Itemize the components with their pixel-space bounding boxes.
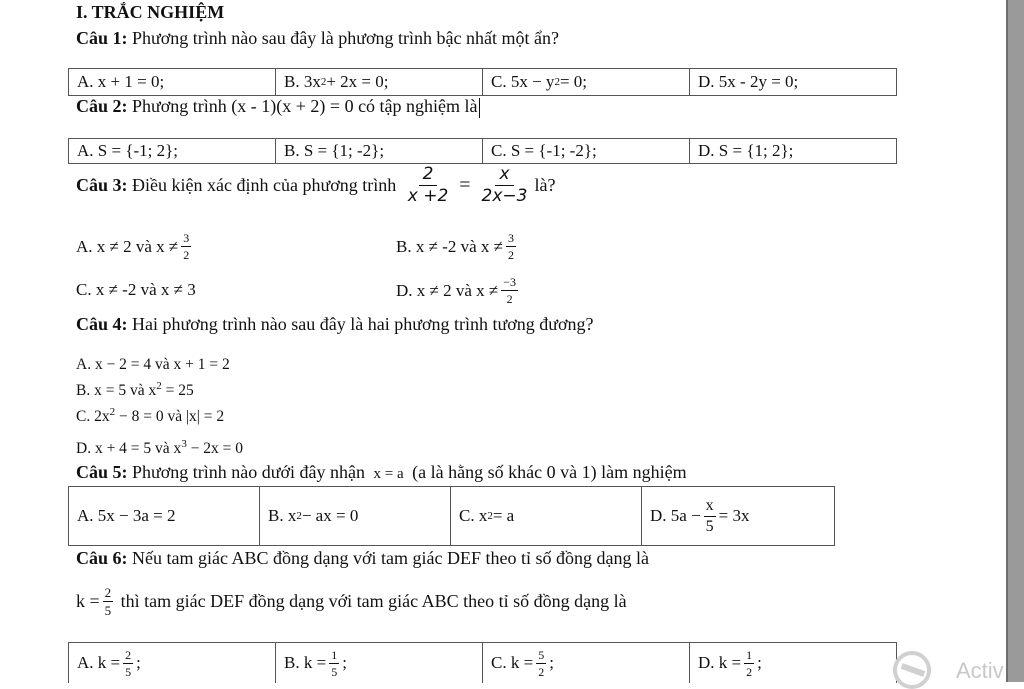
question-1-label: Câu 1: [76,28,128,48]
q1-option-a[interactable]: A. x + 1 = 0; [69,69,276,95]
question-2-text: Phương trình (x - 1)(x + 2) = 0 có tập nghiệm là [132,96,478,116]
q3-fraction-left: $\frac{2}{x +2}$ [407,164,449,206]
question-5 [76,462,687,483]
q1-option-d[interactable]: D. 5x - 2y = 0; [698,72,799,91]
activation-watermark-text: Activ [956,658,1004,683]
q3-equals: = [459,174,471,196]
q6-option-d[interactable]: D. k = $\frac{1}{2}$ ; [698,647,762,679]
q5-option-d[interactable]: D. 5a − $\frac{x}{5}$ = 3x [650,496,750,535]
question-5-math: x = a [373,466,404,482]
q2-option-d[interactable]: D. S = {1; 2}; [698,141,794,160]
q1-option-c[interactable]: C. 5x − y 2 = 0; [483,69,690,95]
q5-option-a[interactable]: A. 5x − 3a = 2 [69,487,260,545]
q3-fraction-right: $\frac{x}{2x-3}$ [481,164,528,206]
question-6-line2: k = $\frac{2}{5}$ thì tam giác DEF đồng dạng với tam giác ABC theo tỉ số đồng dạng là [76,585,627,618]
question-1-text: Phương trình nào sau đây là phương trình bậc nhất một ẩn? [132,28,559,48]
q5-option-b[interactable]: B. x 2 − ax = 0 [260,487,451,545]
q5-option-c[interactable]: C. x 2 = a [451,487,642,545]
question-4-text: Hai phương trình nào sau đây là hai phương trình tương đương? [132,314,594,334]
question-5-options [68,486,835,546]
q3-option-c[interactable]: C. x ≠ -2 và x ≠ 3 [76,280,196,299]
question-4-label: Câu 4: [76,314,128,334]
q6-option-a[interactable]: A. k = $\frac{2}{5}$ ; [69,643,276,683]
question-5-label: Câu 5: [76,462,128,482]
question-4 [76,314,594,335]
question-1-options [68,68,897,96]
q1-option-b[interactable]: B. 3x 2 + 2x = 0; [276,69,483,95]
q4-option-b[interactable]: B. x = 5 và $x^2 = 25$ [76,380,194,400]
activation-watermark-icon [893,651,931,689]
question-1 [76,28,559,49]
q6-option-b[interactable]: B. k = $\frac{1}{5}$ ; [276,643,483,683]
q2-option-b[interactable]: B. S = {1; -2}; [276,139,483,163]
window-scrollbar[interactable] [1006,0,1024,682]
question-6-options [68,642,897,683]
question-6-text: Nếu tam giác ABC đồng dạng với tam giác DEF theo tỉ số đồng dạng là [132,548,649,568]
question-6 [76,548,649,569]
question-5-text: Phương trình nào dưới đây nhận [132,462,366,482]
q6-option-c[interactable]: C. k = $\frac{5}{2}$ ; [483,643,690,683]
question-3-tail: là? [534,175,556,195]
question-2-options [68,138,897,164]
question-2 [76,96,480,118]
text-cursor [479,98,480,118]
q4-option-a[interactable]: A. x − 2 = 4 và x + 1 = 2 [76,356,230,373]
question-3-label: Câu 3: [76,175,128,195]
question-3-text: Điều kiện xác định của phương trình [132,175,397,195]
section-title: I. TRẮC NGHIỆM [76,2,225,22]
q2-option-c[interactable]: C. S = {-1; -2}; [483,139,690,163]
question-2-label: Câu 2: [76,96,128,116]
question-6-label: Câu 6: [76,548,128,568]
q3-option-a[interactable]: A. x ≠ 2 và x ≠ $\frac{3}{2}$ [76,231,190,262]
q3-option-d[interactable]: D. x ≠ 2 và x ≠ $\frac{-3}{2}$ [396,275,517,306]
q3-option-b[interactable]: B. x ≠ -2 và x ≠ $\frac{3}{2}$ [396,231,514,262]
q4-option-c[interactable]: C. $2x^2 - 8 = 0$ và |x| = 2 [76,406,225,426]
question-3 [76,164,555,207]
q2-option-a[interactable]: A. S = {-1; 2}; [69,139,276,163]
question-5-text-post: (a là hằng số khác 0 và 1) làm nghiệm [412,462,687,482]
q4-option-d[interactable]: D. x + 4 = 5 và $x^3 - 2x = 0$ [76,438,244,458]
